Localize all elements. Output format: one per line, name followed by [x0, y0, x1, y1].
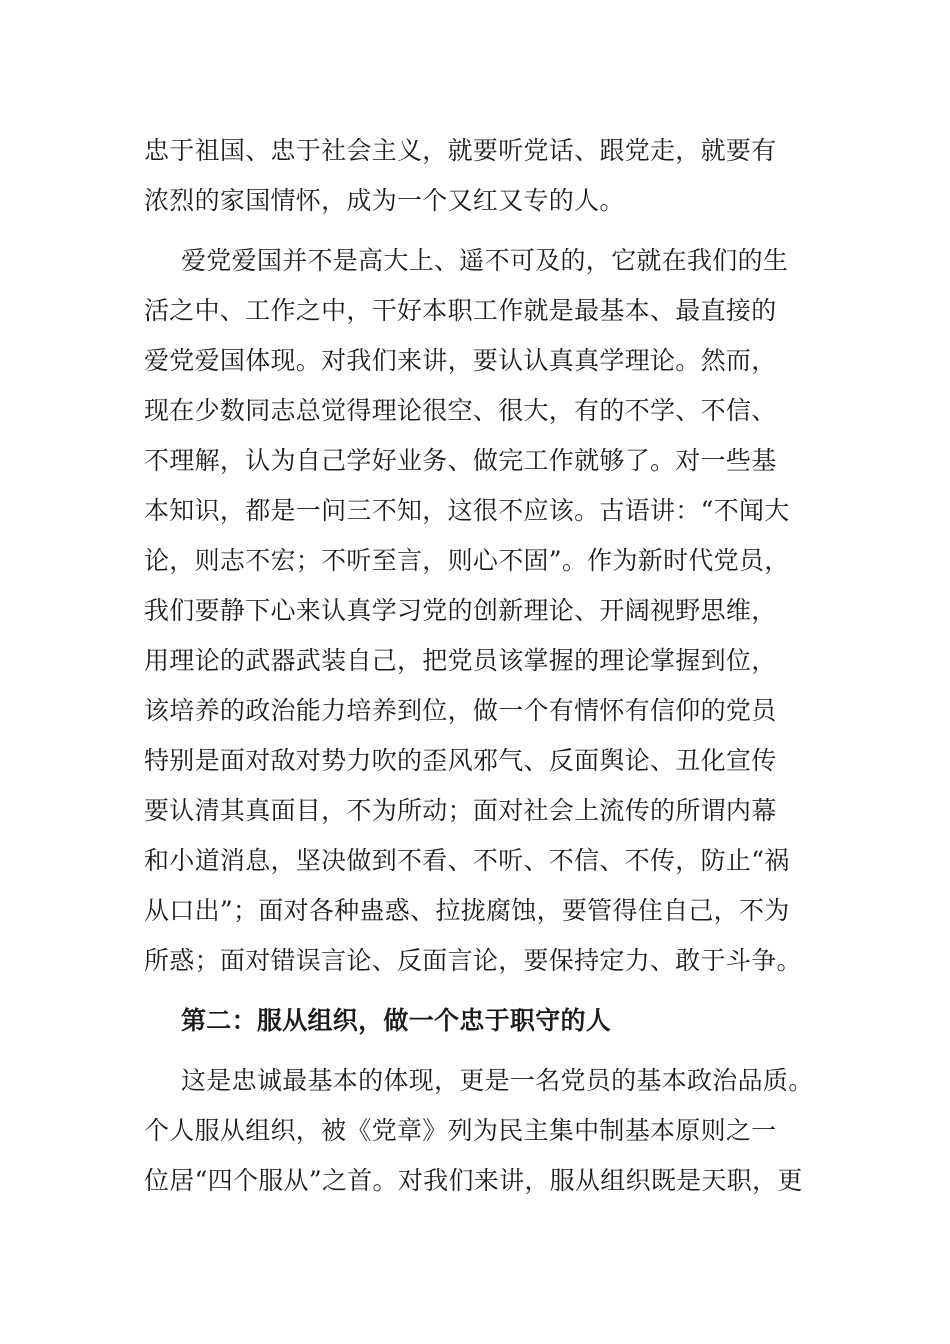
- text-line: 爱党爱国体现。对我们来讲，要认认真真学理论。然而，: [144, 346, 777, 375]
- text-line: 这是忠诚最基本的体现，更是一名党员的基本政治品质。: [181, 1066, 814, 1095]
- paragraph-3: [144, 1056, 812, 1206]
- text-line: 活之中、工作之中，干好本职工作就是最基本、最直接的: [144, 296, 777, 325]
- text-line: 位居“四个服从”之首。对我们来讲，服从组织既是天职，更: [144, 1166, 803, 1195]
- text-line: 我们要静下心来认真学习党的创新理论、开阔视野思维，: [144, 596, 777, 625]
- text-line: 该培养的政治能力培养到位，做一个有情怀有信仰的党员: [144, 696, 777, 725]
- paragraph-1: [144, 126, 812, 226]
- text-line: 浓烈的家国情怀，成为一个又红又专的人。: [144, 186, 625, 215]
- text-line: 从口出”；面对各种蛊惑、拉拢腐蚀，要管得住自己，不为: [144, 896, 790, 925]
- text-line: 特别是面对敌对势力吹的歪风邪气、反面舆论、丑化宣传: [144, 746, 777, 775]
- text-line: 所惑；面对错误言论、反面言论，要保持定力、敢于斗争。: [144, 946, 802, 975]
- text-line: 用理论的武器武装自己，把党员该掌握的理论掌握到位，: [144, 646, 777, 675]
- text-line: 个人服从组织，被《党章》列为民主集中制基本原则之一: [144, 1116, 777, 1145]
- text-line: 忠于祖国、忠于社会主义，就要听党话、跟党走，就要有: [144, 136, 777, 165]
- document-body: [144, 126, 812, 1206]
- text-line: 要认清其真面目，不为所动；面对社会上流传的所谓内幕: [144, 796, 777, 825]
- text-line: 现在少数同志总觉得理论很空、很大，有的不学、不信、: [144, 396, 777, 425]
- paragraph-2: [144, 236, 812, 986]
- text-line: 本知识，都是一问三不知，这很不应该。古语讲：“不闻大: [144, 496, 790, 525]
- text-line: 爱党爱国并不是高大上、遥不可及的，它就在我们的生: [181, 246, 789, 275]
- text-line: 论，则志不宏；不听至言，则心不固”。作为新时代党员，: [144, 546, 790, 575]
- section-heading: [144, 996, 812, 1046]
- text-line: 和小道消息，坚决做到不看、不听、不信、不传，防止“祸: [144, 846, 790, 875]
- heading-line: 第二：服从组织，做一个忠于职守的人: [181, 1006, 612, 1035]
- text-line: 不理解，认为自己学好业务、做完工作就够了。对一些基: [144, 446, 777, 475]
